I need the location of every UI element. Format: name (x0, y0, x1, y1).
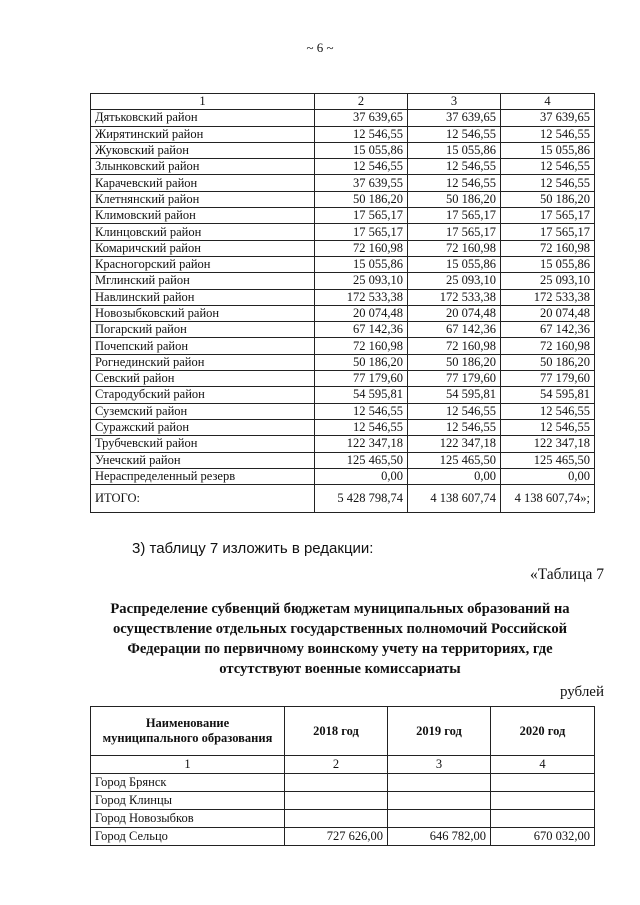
table-row (91, 126, 595, 142)
value-2019-cell: 15 055,86 (408, 256, 501, 272)
col-number: 1 (91, 756, 285, 774)
value-2018-cell: 72 160,98 (315, 240, 408, 256)
name-cell: Климовский район (91, 208, 315, 224)
value-2018-cell: 17 565,17 (315, 208, 408, 224)
value-2019-cell: 50 186,20 (408, 191, 501, 207)
value-2020-cell: 20 074,48 (501, 305, 595, 321)
value-2020-cell: 72 160,98 (501, 240, 595, 256)
col-number: 2 (285, 756, 388, 774)
col-number: 4 (491, 756, 595, 774)
value-2018-cell: 50 186,20 (315, 354, 408, 370)
value-2019-cell (388, 810, 491, 828)
table-row (91, 142, 595, 158)
value-2020-cell: 50 186,20 (501, 191, 595, 207)
value-2018-cell: 77 179,60 (315, 371, 408, 387)
value-2019-cell: 12 546,55 (408, 175, 501, 191)
name-cell: Суражский район (91, 419, 315, 435)
table-row (91, 110, 595, 126)
name-cell: Унечский район (91, 452, 315, 468)
value-2020-cell: 17 565,17 (501, 208, 595, 224)
col-number: 3 (408, 94, 501, 110)
header-name-line2: муниципального образования (102, 731, 273, 745)
name-cell: Злынковский район (91, 159, 315, 175)
table-row (91, 256, 595, 272)
value-2019-cell: 17 565,17 (408, 224, 501, 240)
value-2020-cell: 25 093,10 (501, 273, 595, 289)
table-row (91, 403, 595, 419)
name-cell: Мглинский район (91, 273, 315, 289)
units-label: рублей (559, 684, 604, 700)
value-2018-cell: 20 074,48 (315, 305, 408, 321)
value-2020-cell (491, 810, 595, 828)
value-2018-cell: 12 546,55 (315, 159, 408, 175)
value-2018-cell: 727 626,00 (285, 828, 388, 846)
value-2020-cell: 15 055,86 (501, 142, 595, 158)
value-2020-cell: 37 639,65 (501, 110, 595, 126)
value-2019-cell: 17 565,17 (408, 208, 501, 224)
name-cell: Город Брянск (91, 774, 285, 792)
value-2019-cell: 12 546,55 (408, 403, 501, 419)
name-cell: Новозыбковский район (91, 305, 315, 321)
column-number-row (91, 756, 595, 774)
value-2018-cell: 15 055,86 (315, 142, 408, 158)
subvention-table-continued (90, 93, 595, 513)
value-2020-cell: 15 055,86 (501, 256, 595, 272)
table-row (91, 240, 595, 256)
value-2019-cell: 125 465,50 (408, 452, 501, 468)
table-7 (90, 706, 595, 846)
value-2019-cell: 67 142,36 (408, 322, 501, 338)
table-row (91, 273, 595, 289)
value-2020-cell: 12 546,55 (501, 126, 595, 142)
name-cell: Красногорский район (91, 256, 315, 272)
value-2020-cell (491, 792, 595, 810)
header-2020: 2020 год (491, 707, 595, 756)
value-2018-cell: 12 546,55 (315, 419, 408, 435)
column-number-row (91, 94, 595, 110)
value-2020-cell: 12 546,55 (501, 175, 595, 191)
value-2018-cell: 172 533,38 (315, 289, 408, 305)
table-row (91, 387, 595, 403)
title-line: Федерации по первичному воинскому учету на территориях, где (127, 641, 553, 657)
value-2018-cell (285, 810, 388, 828)
value-2020-cell: 17 565,17 (501, 224, 595, 240)
table-row (91, 774, 595, 792)
table-row (91, 828, 595, 846)
value-2018-cell: 54 595,81 (315, 387, 408, 403)
value-2019-cell: 646 782,00 (388, 828, 491, 846)
name-cell: Севский район (91, 371, 315, 387)
table-row (91, 224, 595, 240)
name-cell: Карачевский район (91, 175, 315, 191)
table-row (91, 175, 595, 191)
name-cell: Суземский район (91, 403, 315, 419)
table-row (91, 436, 595, 452)
header-name-line1: Наименование (145, 716, 230, 730)
value-2020-cell: 77 179,60 (501, 371, 595, 387)
value-2019-cell: 72 160,98 (408, 240, 501, 256)
value-2018-cell: 125 465,50 (315, 452, 408, 468)
title-line: осуществление отдельных государственных полномочий Российской (112, 621, 568, 637)
value-2019-cell: 72 160,98 (408, 338, 501, 354)
table-row (91, 468, 595, 484)
value-2020-cell: 125 465,50 (501, 452, 595, 468)
name-cell: Клинцовский район (91, 224, 315, 240)
name-cell: Стародубский район (91, 387, 315, 403)
table-row (91, 452, 595, 468)
value-2019-cell: 50 186,20 (408, 354, 501, 370)
value-2019-cell: 122 347,18 (408, 436, 501, 452)
page-number: ~ 6 ~ (306, 40, 334, 55)
value-2020-cell: 0,00 (501, 468, 595, 484)
value-2018-cell: 12 546,55 (315, 403, 408, 419)
value-2020-cell: 670 032,00 (491, 828, 595, 846)
value-2018-cell: 12 546,55 (315, 126, 408, 142)
value-2019-cell: 0,00 (408, 468, 501, 484)
table-row (91, 354, 595, 370)
header-2018: 2018 год (285, 707, 388, 756)
value-2019-cell: 172 533,38 (408, 289, 501, 305)
table-row (91, 159, 595, 175)
table-row (91, 338, 595, 354)
table-row (91, 289, 595, 305)
name-cell: Жуковский район (91, 142, 315, 158)
name-cell: Комаричский район (91, 240, 315, 256)
value-2019-cell: 20 074,48 (408, 305, 501, 321)
name-cell: Навлинский район (91, 289, 315, 305)
value-2020-cell: 4 138 607,74»; (501, 485, 595, 513)
value-2020-cell: 54 595,81 (501, 387, 595, 403)
table-7-label: «Таблица 7 (529, 566, 604, 583)
value-2018-cell (285, 792, 388, 810)
amendment-item-3: 3) таблицу 7 изложить в редакции: (132, 540, 374, 557)
name-cell: Трубчевский район (91, 436, 315, 452)
name-cell: Дятьковский район (91, 110, 315, 126)
value-2020-cell: 72 160,98 (501, 338, 595, 354)
value-2019-cell: 25 093,10 (408, 273, 501, 289)
value-2019-cell (388, 792, 491, 810)
name-cell: Город Клинцы (91, 792, 285, 810)
name-cell: Погарский район (91, 322, 315, 338)
value-2020-cell: 67 142,36 (501, 322, 595, 338)
col-number: 4 (501, 94, 595, 110)
value-2018-cell: 17 565,17 (315, 224, 408, 240)
table-row (91, 305, 595, 321)
value-2019-cell: 37 639,65 (408, 110, 501, 126)
value-2018-cell: 67 142,36 (315, 322, 408, 338)
table-row (91, 191, 595, 207)
title-line: Распределение субвенций бюджетам муниципальных образований на (110, 601, 570, 617)
value-2019-cell: 15 055,86 (408, 142, 501, 158)
value-2020-cell: 122 347,18 (501, 436, 595, 452)
value-2018-cell: 25 093,10 (315, 273, 408, 289)
value-2018-cell: 72 160,98 (315, 338, 408, 354)
total-row (91, 485, 595, 513)
value-2019-cell: 54 595,81 (408, 387, 501, 403)
name-cell: Рогнединский район (91, 354, 315, 370)
value-2018-cell: 15 055,86 (315, 256, 408, 272)
table-row (91, 419, 595, 435)
table-7-title (70, 599, 610, 679)
table-row (91, 792, 595, 810)
value-2019-cell: 77 179,60 (408, 371, 501, 387)
name-cell: Город Новозыбков (91, 810, 285, 828)
value-2019-cell (388, 774, 491, 792)
name-cell: Клетнянский район (91, 191, 315, 207)
value-2020-cell: 12 546,55 (501, 159, 595, 175)
value-2020-cell: 172 533,38 (501, 289, 595, 305)
name-cell: Жирятинский район (91, 126, 315, 142)
value-2018-cell: 37 639,55 (315, 175, 408, 191)
table-row (91, 322, 595, 338)
name-cell: Почепский район (91, 338, 315, 354)
value-2019-cell: 12 546,55 (408, 419, 501, 435)
name-cell: ИТОГО: (91, 485, 315, 513)
name-cell: Город Сельцо (91, 828, 285, 846)
value-2018-cell: 0,00 (315, 468, 408, 484)
value-2018-cell: 50 186,20 (315, 191, 408, 207)
value-2019-cell: 4 138 607,74 (408, 485, 501, 513)
table-row (91, 208, 595, 224)
header-2019: 2019 год (388, 707, 491, 756)
value-2019-cell: 12 546,55 (408, 126, 501, 142)
value-2018-cell: 122 347,18 (315, 436, 408, 452)
name-cell: Нераспределенный резерв (91, 468, 315, 484)
value-2020-cell: 12 546,55 (501, 419, 595, 435)
value-2020-cell: 50 186,20 (501, 354, 595, 370)
value-2018-cell (285, 774, 388, 792)
value-2018-cell: 5 428 798,74 (315, 485, 408, 513)
value-2020-cell: 12 546,55 (501, 403, 595, 419)
title-line: отсутствуют военные комиссариаты (219, 661, 461, 677)
col-number: 2 (315, 94, 408, 110)
table-row (91, 810, 595, 828)
value-2019-cell: 12 546,55 (408, 159, 501, 175)
col-number: 3 (388, 756, 491, 774)
value-2020-cell (491, 774, 595, 792)
table-7-header-row (91, 707, 595, 756)
value-2018-cell: 37 639,65 (315, 110, 408, 126)
header-name-cell (91, 707, 285, 756)
table-row (91, 371, 595, 387)
col-number: 1 (91, 94, 315, 110)
